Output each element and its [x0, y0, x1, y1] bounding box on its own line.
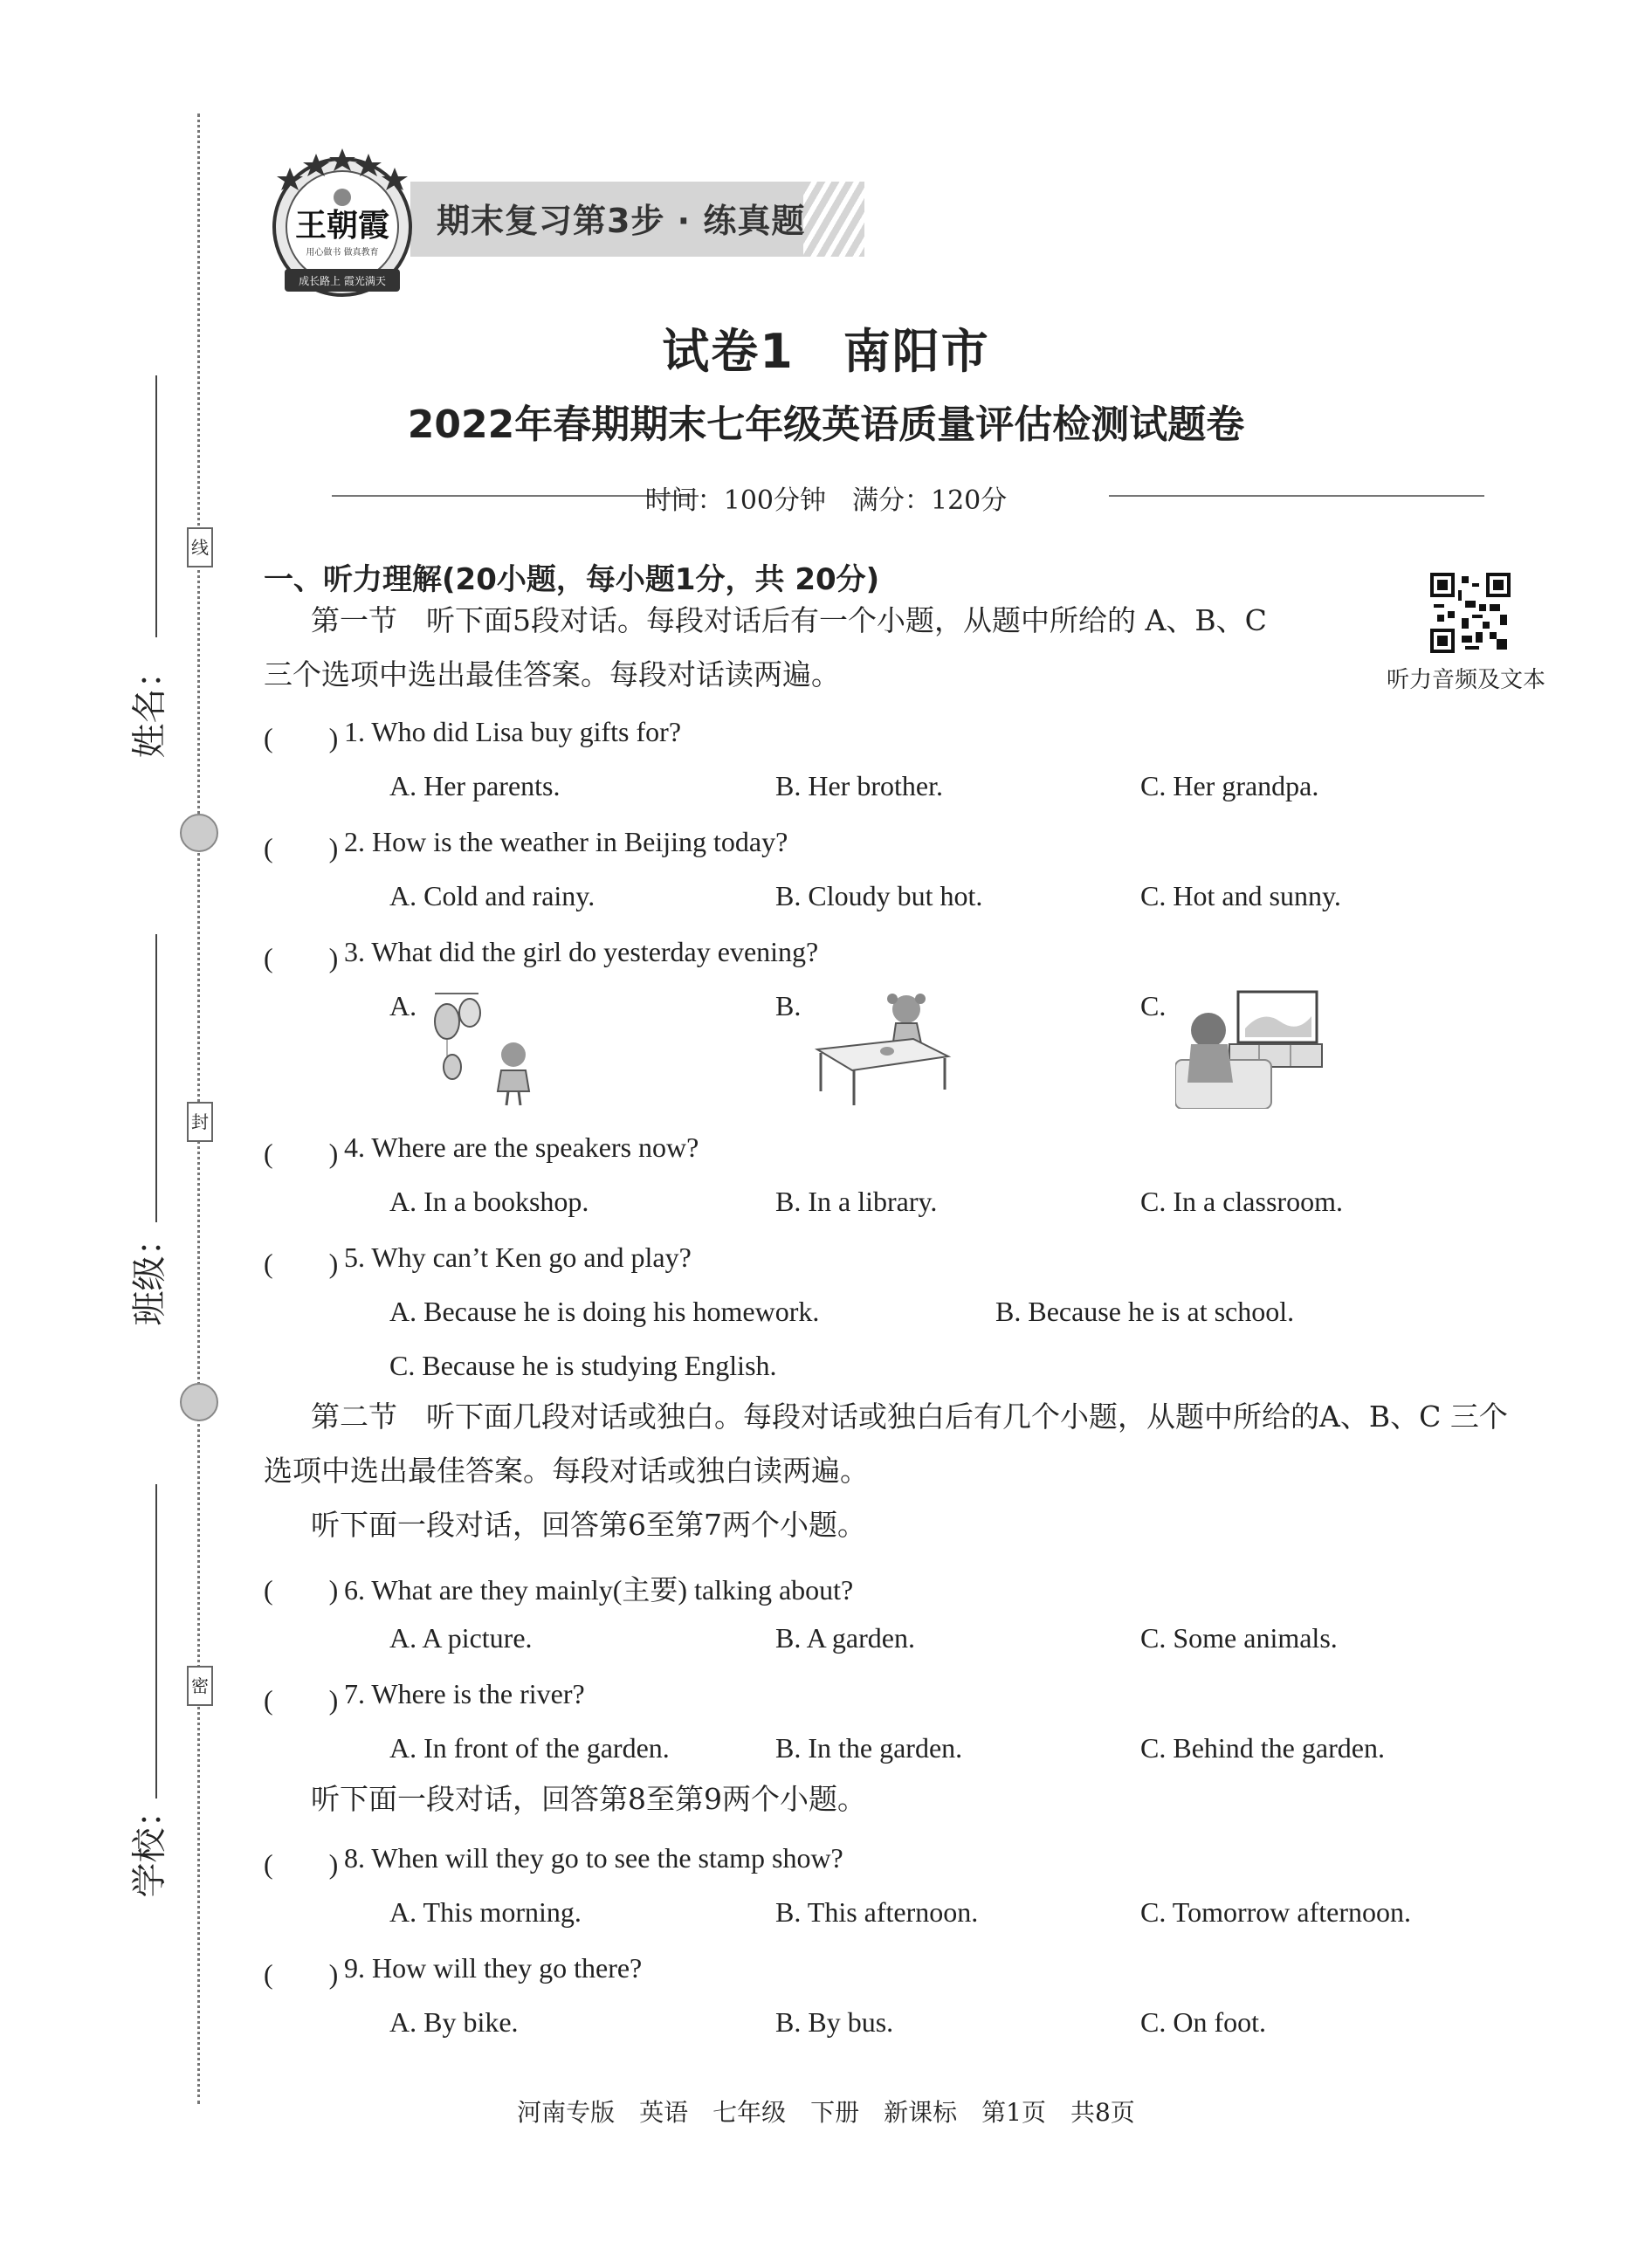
lanterns-girl-picture — [426, 987, 548, 1109]
seal-closed-mark: 密 — [187, 1666, 213, 1706]
q6-option-b[interactable]: B. A garden. — [775, 1622, 915, 1654]
q8-option-c[interactable]: C. Tomorrow afternoon. — [1140, 1896, 1411, 1928]
brand-logo — [255, 147, 430, 304]
banner-stripes — [803, 182, 864, 257]
page-footer: 河南专版 英语 七年级 下册 新课标 第1页 共8页 — [517, 2098, 1135, 2127]
q6-option-c[interactable]: C. Some animals. — [1140, 1622, 1338, 1654]
seal-line-mark: 线 — [187, 527, 213, 567]
q9-option-b[interactable]: B. By bus. — [775, 2006, 894, 2038]
seal-ornament-icon — [180, 814, 218, 852]
time-score-info: 时间：100分钟 满分：120分 — [644, 485, 1008, 516]
girl-at-table-picture — [809, 987, 957, 1109]
answer-paren[interactable]: ( ) — [264, 942, 339, 973]
svg-text:用心做书 做真教育: 用心做书 做真教育 — [306, 248, 379, 258]
question-9-stem: 9. How will they go there? — [344, 1952, 643, 1984]
q7-option-b[interactable]: B. In the garden. — [775, 1732, 963, 1764]
answer-paren[interactable]: ( ) — [264, 1684, 339, 1716]
q8-option-a[interactable]: A. This morning. — [389, 1896, 582, 1928]
answer-paren[interactable]: ( ) — [264, 722, 339, 753]
q1-option-a[interactable]: A. Her parents. — [389, 770, 561, 801]
school-blank-line — [155, 1484, 157, 1799]
question-4-stem: 4. Where are the speakers now? — [344, 1131, 699, 1163]
banner-title: 期末复习第3步 · 练真题 — [437, 202, 806, 240]
part1-instruction-line2: 三个选项中选出最佳答案。每段对话读两遍。 — [264, 657, 840, 691]
intro-q6-q7: 听下面一段对话，回答第6至第7两个小题。 — [311, 1508, 866, 1542]
seal-seal-mark: 封 — [187, 1102, 213, 1142]
answer-paren[interactable]: ( ) — [264, 1958, 339, 1990]
intro-q8-q9: 听下面一段对话，回答第8至第9两个小题。 — [311, 1782, 866, 1816]
q5-option-a[interactable]: A. Because he is doing his homework. — [389, 1296, 820, 1327]
q1-option-c[interactable]: C. Her grandpa. — [1140, 770, 1319, 801]
q6-option-a[interactable]: A. A picture. — [389, 1622, 533, 1654]
girl-watching-tv-picture — [1175, 987, 1324, 1109]
paper-subtitle: 2022年春期期末七年级英语质量评估检测试题卷 — [407, 402, 1245, 447]
school-label: 学校： — [129, 1792, 170, 1898]
divider-right — [1109, 495, 1484, 497]
part2-instruction-line2: 选项中选出最佳答案。每段对话或独白读两遍。 — [264, 1454, 869, 1488]
q7-option-a[interactable]: A. In front of the garden. — [389, 1732, 670, 1764]
q3-option-b[interactable]: B. — [775, 990, 802, 1021]
question-2-stem: 2. How is the weather in Beijing today? — [344, 826, 788, 857]
answer-paren[interactable]: ( ) — [264, 1248, 339, 1279]
question-7-stem: 7. Where is the river? — [344, 1678, 585, 1709]
answer-paren[interactable]: ( ) — [264, 832, 339, 863]
section-heading: 一、听力理解(20小题，每小题1分，共 20分) — [264, 562, 880, 597]
q2-option-b[interactable]: B. Cloudy but hot. — [775, 880, 983, 911]
question-5-stem: 5. Why can’t Ken go and play? — [344, 1241, 692, 1273]
q4-option-b[interactable]: B. In a library. — [775, 1186, 938, 1217]
q1-option-b[interactable]: B. Her brother. — [775, 770, 943, 801]
question-3-stem: 3. What did the girl do yesterday evening? — [344, 936, 819, 967]
answer-paren[interactable]: ( ) — [264, 1848, 339, 1880]
q4-option-a[interactable]: A. In a bookshop. — [389, 1186, 589, 1217]
seal-ornament-icon — [180, 1383, 218, 1421]
part1-instruction-line1: 第一节 听下面5段对话。每段对话后有一个小题，从题中所给的 A、B、C — [311, 603, 1267, 637]
question-1-stem: 1. Who did Lisa buy gifts for? — [344, 716, 682, 747]
question-6-stem: 6. What are they mainly(主要) talking about? — [344, 1574, 854, 1606]
question-8-stem: 8. When will they go to see the stamp show? — [344, 1842, 843, 1874]
q5-option-b[interactable]: B. Because he is at school. — [995, 1296, 1295, 1327]
paper-title: 试卷1 南阳市 — [662, 324, 990, 379]
q8-option-b[interactable]: B. This afternoon. — [775, 1896, 979, 1928]
part2-instruction-line1: 第二节 听下面几段对话或独白。每段对话或独白后有几个小题，从题中所给的A、B、C 三个 — [311, 1400, 1508, 1434]
class-label: 班级： — [129, 1221, 170, 1326]
q4-option-c[interactable]: C. In a classroom. — [1140, 1186, 1343, 1217]
q2-option-a[interactable]: A. Cold and rainy. — [389, 880, 595, 911]
q3-option-a[interactable]: A. — [389, 990, 417, 1021]
q3-option-c[interactable]: C. — [1140, 990, 1167, 1021]
qr-code-icon — [1430, 573, 1511, 653]
q9-option-a[interactable]: A. By bike. — [389, 2006, 519, 2038]
name-label: 姓名： — [129, 653, 170, 759]
q2-option-c[interactable]: C. Hot and sunny. — [1140, 880, 1341, 911]
svg-text:成长路上 霞光满天: 成长路上 霞光满天 — [299, 275, 386, 287]
qr-label: 听力音频及文本 — [1387, 667, 1546, 693]
svg-text:王朝霞: 王朝霞 — [294, 208, 390, 244]
answer-paren[interactable]: ( ) — [264, 1574, 339, 1606]
q5-option-c[interactable]: C. Because he is studying English. — [389, 1350, 777, 1381]
q9-option-c[interactable]: C. On foot. — [1140, 2006, 1266, 2038]
answer-paren[interactable]: ( ) — [264, 1138, 339, 1169]
class-blank-line — [155, 934, 157, 1222]
q7-option-c[interactable]: C. Behind the garden. — [1140, 1732, 1385, 1764]
